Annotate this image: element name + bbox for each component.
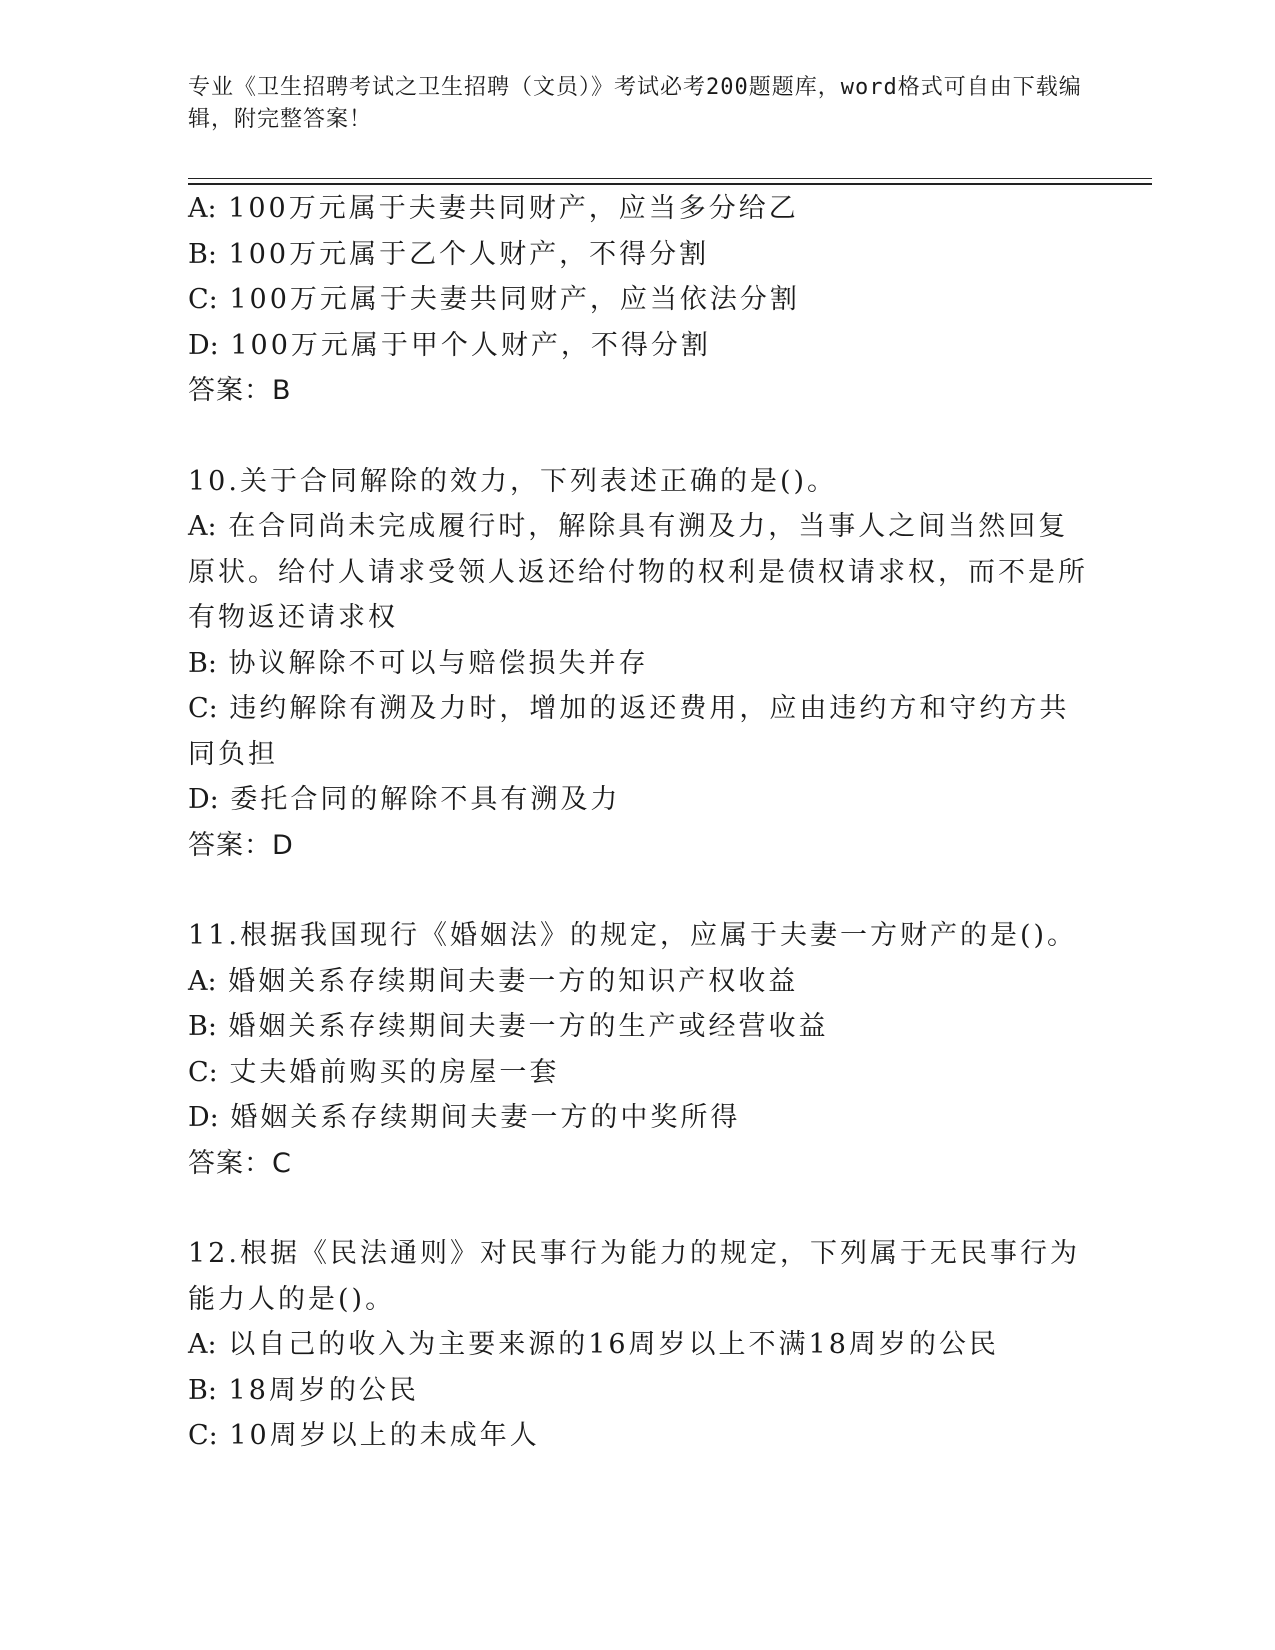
option-b: B: 协议解除不可以与赔偿损失并存 — [188, 647, 649, 679]
answer-line: 答案：C — [188, 1147, 292, 1179]
question-stem: 10.关于合同解除的效力，下列表述正确的是()。 — [188, 465, 838, 497]
option-a: A: 100万元属于夫妻共同财产，应当多分给乙 — [188, 193, 799, 224]
option-c: C: 丈夫婚前购买的房屋一套 — [188, 1056, 560, 1088]
option-d: D: 100万元属于甲个人财产，不得分割 — [188, 329, 711, 361]
answer-line: 答案：D — [188, 829, 294, 861]
option-a: A: 婚姻关系存续期间夫妻一方的知识产权收益 — [188, 965, 799, 997]
header-divider-thin — [188, 178, 1152, 179]
question-stem: 11.根据我国现行《婚姻法》的规定，应属于夫妻一方财产的是()。 — [188, 920, 1078, 951]
option-b: B: 婚姻关系存续期间夫妻一方的生产或经营收益 — [188, 1011, 829, 1042]
answer-line: 答案：B — [188, 375, 292, 406]
option-c: C: 100万元属于夫妻共同财产，应当依法分割 — [188, 284, 800, 315]
document-body — [188, 186, 1088, 1459]
question-10 — [188, 459, 1088, 869]
question-12 — [188, 1231, 1088, 1459]
question-11 — [188, 913, 1088, 1186]
option-b: B: 18周岁的公民 — [188, 1374, 419, 1406]
option-c: C: 10周岁以上的未成年人 — [188, 1420, 540, 1451]
question-stem: 12.根据《民法通则》对民事行为能力的规定，下列属于无民事行为能力人的是()。 — [188, 1238, 1080, 1315]
option-b: B: 100万元属于乙个人财产，不得分割 — [188, 238, 710, 270]
option-c: C: 违约解除有溯及力时，增加的返还费用，应由违约方和守约方共同负担 — [188, 693, 1070, 770]
document-intro: 专业《卫生招聘考试之卫生招聘（文员）》考试必考200题题库，word格式可自由下载编辑，附完整答案！ — [188, 75, 1082, 132]
option-a: A: 以自己的收入为主要来源的16周岁以上不满18周岁的公民 — [188, 1329, 999, 1360]
header-divider-thick — [188, 183, 1152, 185]
question-9-continuation — [188, 186, 1088, 414]
option-d: D: 委托合同的解除不具有溯及力 — [188, 784, 621, 815]
option-a: A: 在合同尚未完成履行时，解除具有溯及力，当事人之间当然回复原状。给付人请求受领人返还给付物的权利是债权请求权，而不是所有物返还请求权 — [188, 511, 1088, 633]
option-d: D: 婚姻关系存续期间夫妻一方的中奖所得 — [188, 1102, 741, 1133]
